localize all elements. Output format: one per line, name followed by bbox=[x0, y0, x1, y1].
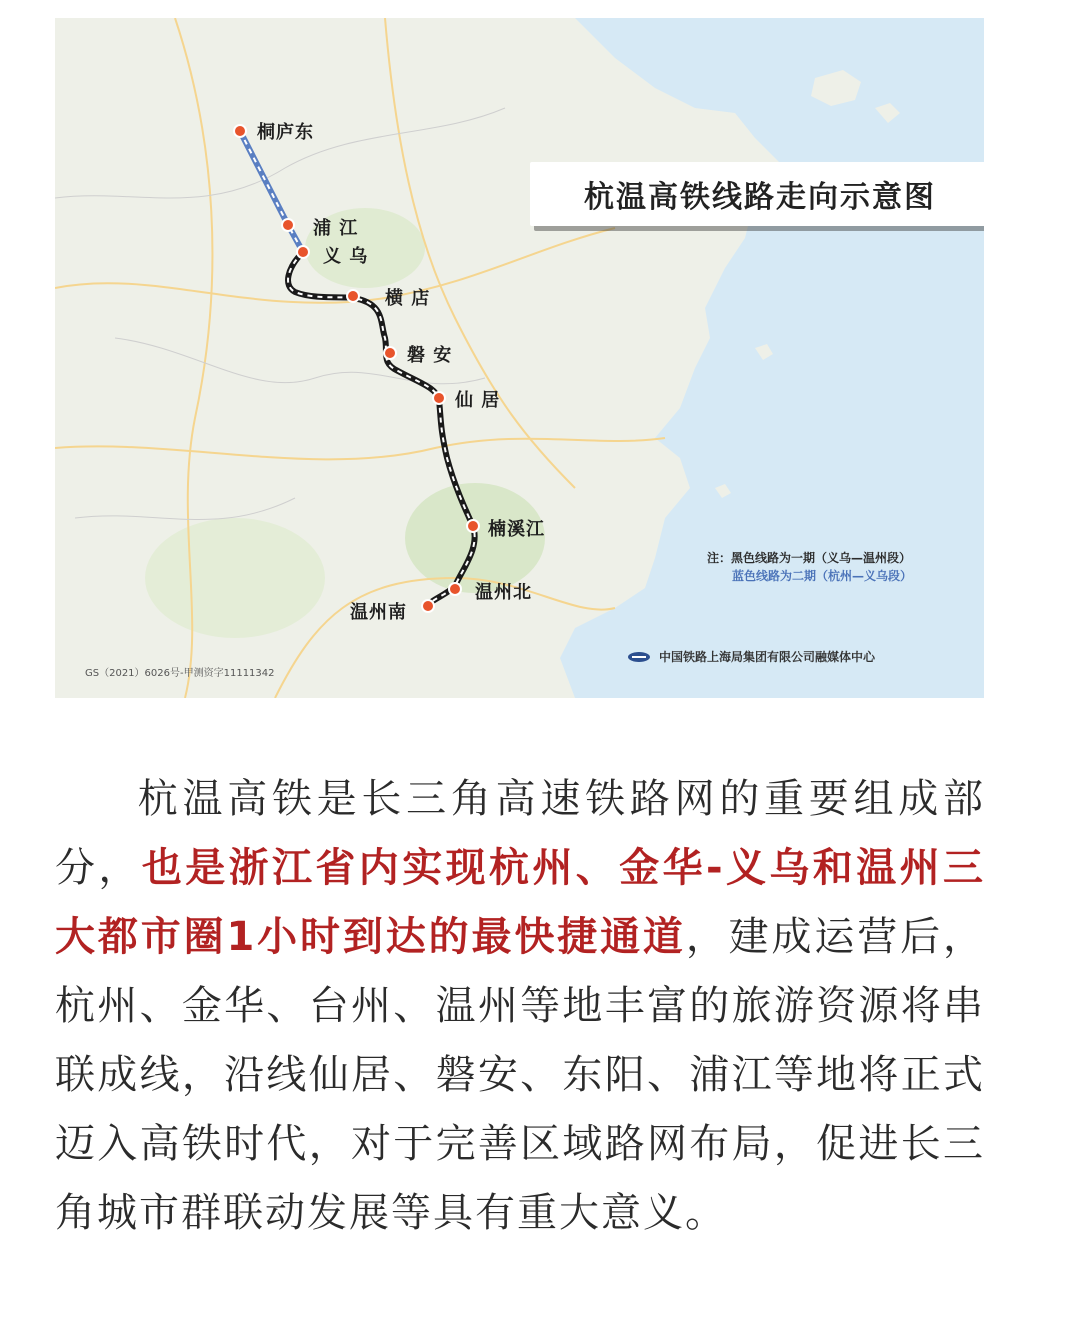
railway-logo-icon bbox=[627, 651, 651, 663]
route-map bbox=[55, 18, 984, 698]
article-text-part2: ，建成运营后，杭州、金华、台州、温州等地丰富的旅游资源将串联成线，沿线仙居、磐安、东阳、浦江等地将正式迈入高铁时代，对于完善区域路网布局，促进长三角城市群联动发展等具有重大意义。 bbox=[55, 914, 985, 1236]
map-credit bbox=[627, 648, 875, 665]
station-dot-xianju bbox=[433, 392, 445, 404]
station-dot-wenzhou-north bbox=[449, 583, 461, 595]
credit-text: 中国铁路上海局集团有限公司融媒体中心 bbox=[659, 650, 876, 664]
station-label: 磐 安 bbox=[407, 345, 453, 366]
map-title: 杭温高铁线路走向示意图 bbox=[584, 180, 936, 215]
map-legend bbox=[707, 549, 912, 585]
hill-area bbox=[145, 518, 325, 638]
legend-phase1: 注：黑色线路为一期（义乌—温州段） bbox=[707, 551, 912, 565]
article-text-part1: 杭温高铁是长三角高速铁路网的重要组成部分， bbox=[55, 776, 985, 891]
legend-phase2: 蓝色线路为二期（杭州—义乌段） bbox=[732, 569, 913, 583]
station-label: 温州北 bbox=[475, 582, 532, 603]
map-title-box bbox=[530, 162, 984, 226]
station-label: 仙 居 bbox=[455, 390, 501, 411]
station-label: 温州南 bbox=[350, 602, 407, 623]
article-highlight: 也是浙江省内实现杭州、金华-义乌和温州三大都市圈1小时到达的最快捷通道 bbox=[55, 845, 986, 960]
station-dot-tonglu-east bbox=[234, 125, 246, 137]
station-dot-nanxijiang bbox=[467, 520, 479, 532]
station-label: 横 店 bbox=[385, 288, 431, 309]
article-paragraph bbox=[55, 765, 985, 1248]
station-dot-wenzhou-south bbox=[422, 600, 434, 612]
station-dot-pujiang bbox=[282, 219, 294, 231]
station-label: 浦 江 bbox=[313, 218, 359, 239]
station-dot-hengdian bbox=[347, 290, 359, 302]
station-label: 义 乌 bbox=[323, 246, 369, 267]
station-dot-panan bbox=[384, 347, 396, 359]
station-label: 楠溪江 bbox=[488, 519, 545, 540]
map-approval-code: GS（2021）6026号-甲测资字11111342 bbox=[85, 668, 275, 679]
station-dot-yiwu bbox=[297, 246, 309, 258]
station-label: 桐庐东 bbox=[257, 122, 314, 143]
